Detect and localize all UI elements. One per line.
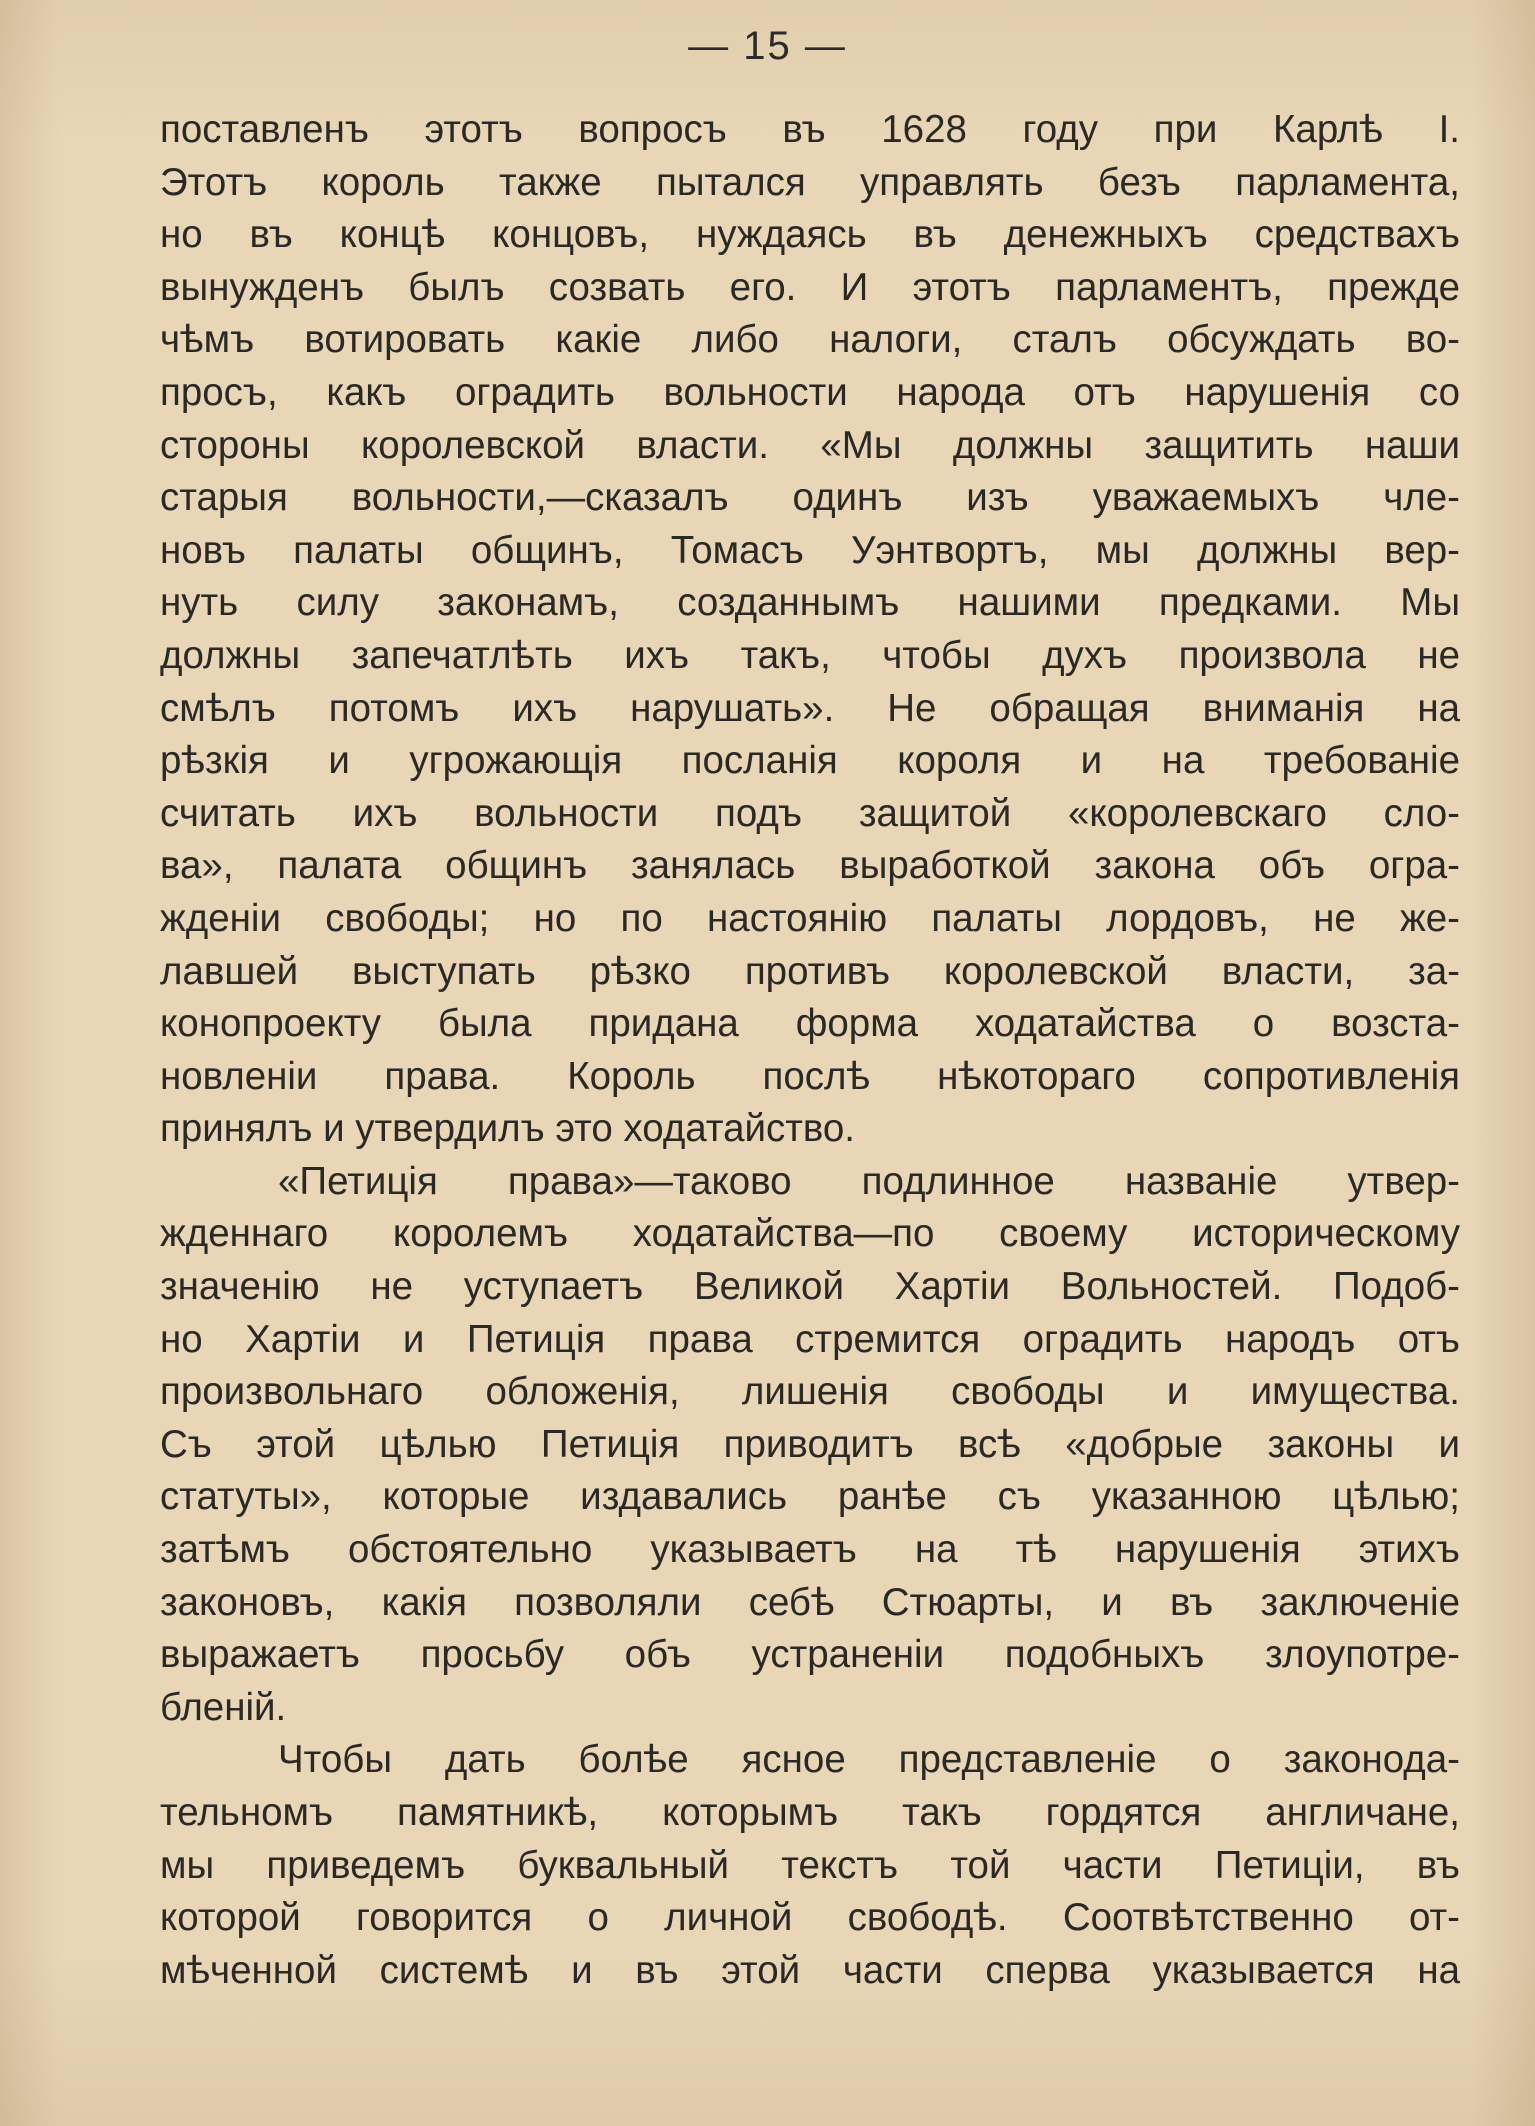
text-line: принялъ и утвердилъ это ходатайство. (160, 1107, 855, 1151)
text-line: Съ этой цѣлью Петиція приводитъ всѣ «добрые законы и (160, 1422, 1460, 1466)
text-line: произвольнаго обложенія, лишенія свободы и имущества. (160, 1370, 1460, 1414)
text-line: мы приведемъ буквальный текстъ той части Петиціи, въ (160, 1843, 1460, 1887)
text-line: выражаетъ просьбу объ устраненіи подобныхъ злоупотре- (160, 1633, 1460, 1677)
text-line: ва», палата общинъ занялась выработкой закона объ огра- (160, 844, 1460, 888)
body-text (160, 104, 1460, 1997)
paragraph (160, 104, 1460, 1156)
text-line: но Хартіи и Петиція права стремится оградить народъ отъ (160, 1317, 1460, 1361)
text-line: просъ, какъ оградить вольности народа отъ нарушенія со (160, 370, 1460, 414)
text-line: которой говорится о личной свободѣ. Соотвѣтственно от- (160, 1896, 1460, 1940)
text-line: рѣзкія и угрожающія посланія короля и на требованіе (160, 739, 1460, 783)
text-line: Чтобы дать болѣе ясное представленіе о законода- (278, 1738, 1460, 1782)
text-line: затѣмъ обстоятельно указываетъ на тѣ нарушенія этихъ (160, 1528, 1460, 1572)
text-line: стороны королевской власти. «Мы должны защитить наши (160, 423, 1460, 467)
text-line: должны запечатлѣть ихъ такъ, чтобы духъ произвола не (160, 633, 1460, 677)
text-line: жденнаго королемъ ходатайства—по своему историческому (160, 1212, 1460, 1256)
text-line: жденіи свободы; но по настоянію палаты лордовъ, не же- (160, 896, 1460, 940)
text-line: новленіи права. Король послѣ нѣкотораго сопротивленія (160, 1054, 1460, 1098)
text-line: тельномъ памятникѣ, которымъ такъ гордятся англичане, (160, 1791, 1460, 1834)
text-line: «Петиція права»—таково подлинное названіе утвер- (278, 1159, 1460, 1203)
text-line: статуты», которые издавались ранѣе съ указанною цѣлью; (160, 1475, 1460, 1519)
text-line: законовъ, какія позволяли себѣ Стюарты, и въ заключеніе (160, 1580, 1460, 1624)
text-line: смѣлъ потомъ ихъ нарушать». Не обращая вниманія на (160, 686, 1460, 730)
text-line: конопроекту была придана форма ходатайства о возста- (160, 1002, 1460, 1046)
text-line: мѣченной системѣ и въ этой части сперва указывается на (160, 1948, 1460, 1992)
text-line: старыя вольности,—сказалъ одинъ изъ уважаемыхъ чле- (160, 476, 1460, 520)
paragraph (160, 1156, 1460, 1735)
page-number: — 15 — (688, 24, 847, 68)
text-line: значенію не уступаетъ Великой Хартіи Вольностей. Подоб- (160, 1265, 1460, 1309)
text-line: но въ концѣ концовъ, нуждаясь въ денежныхъ средствахъ (160, 213, 1460, 257)
text-line: считать ихъ вольности подъ защитой «королевскаго сло- (160, 791, 1460, 835)
text-line: Этотъ король также пытался управлять безъ парламента, (160, 160, 1460, 204)
text-line: чѣмъ вотировать какіе либо налоги, сталъ обсуждать во- (160, 318, 1460, 362)
text-line: бленій. (160, 1685, 287, 1729)
text-line: вынужденъ былъ созвать его. И этотъ парламентъ, прежде (160, 265, 1460, 309)
paragraph (160, 1734, 1460, 1997)
text-line: нуть силу законамъ, созданнымъ нашими предками. Мы (160, 581, 1460, 625)
text-line: поставленъ этотъ вопросъ въ 1628 году при Карлѣ I. (160, 108, 1460, 151)
text-line: новъ палаты общинъ, Томасъ Уэнтвортъ, мы должны вер- (160, 528, 1460, 572)
text-line: лавшей выступать рѣзко противъ королевской власти, за- (160, 949, 1460, 993)
